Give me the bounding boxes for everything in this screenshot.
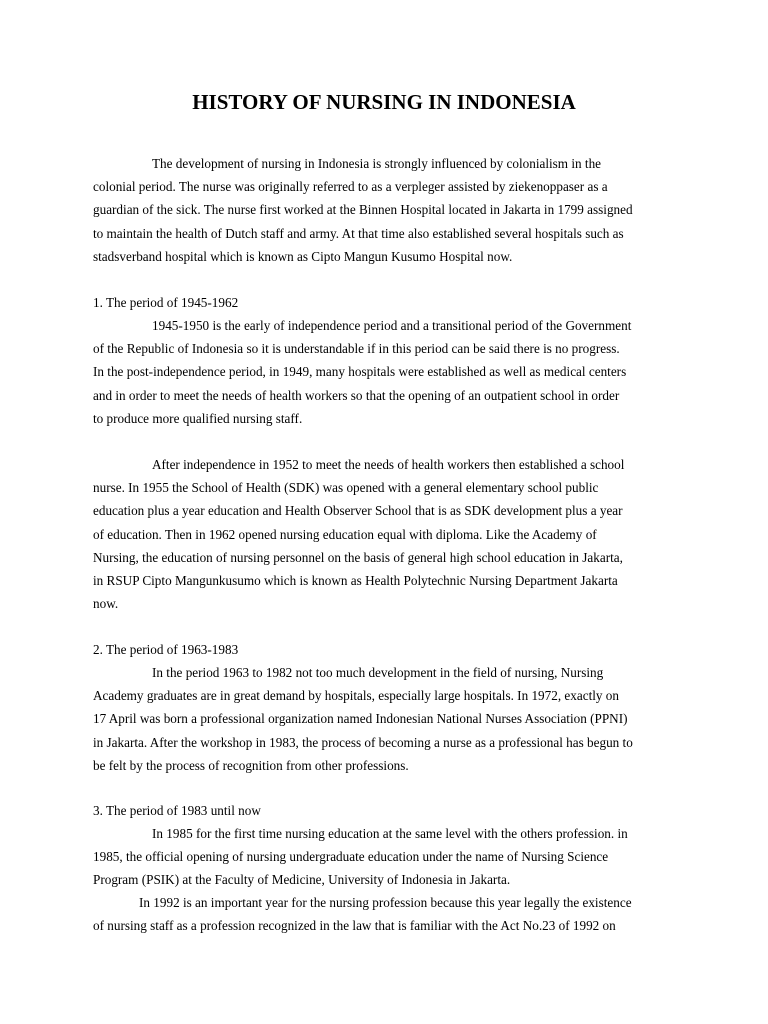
paragraph-line: In the post-independence period, in 1949, many hospitals were established as well as medical centers xyxy=(93,364,627,380)
paragraph-line: education plus a year education and Health Observer School that is as SDK development plus a year xyxy=(93,503,623,519)
paragraph-line: nurse. In 1955 the School of Health (SDK) was opened with a general elementary school public xyxy=(93,480,599,496)
paragraph-line: now. xyxy=(93,596,119,612)
section-3-heading: 3. The period of 1983 until now xyxy=(93,803,261,818)
paragraph-line: In 1992 is an important year for the nursing profession because this year legally the existence xyxy=(139,895,632,910)
paragraph-line: be felt by the process of recognition from other professions. xyxy=(93,757,409,773)
section-2-paragraph-1 xyxy=(93,661,683,777)
paragraph-line: After independence in 1952 to meet the needs of health workers then established a school xyxy=(152,457,625,472)
intro-line: to maintain the health of Dutch staff and army. At that time also established several hospitals such as xyxy=(93,225,624,241)
paragraph-line: in RSUP Cipto Mangunkusumo which is known as Health Polytechnic Nursing Department Jakarta xyxy=(93,573,618,589)
section-3-paragraph-1 xyxy=(93,822,683,892)
intro-paragraph xyxy=(93,152,683,268)
paragraph-line: of education. Then in 1962 opened nursing education equal with diploma. Like the Academy of xyxy=(93,526,597,542)
section-1-paragraph-1 xyxy=(93,314,683,430)
paragraph-line: Academy graduates are in great demand by hospitals, especially large hospitals. In 1972, exactly on xyxy=(93,688,619,704)
intro-line: guardian of the sick. The nurse first worked at the Binnen Hospital located in Jakarta in 1799 assigned xyxy=(93,202,633,218)
intro-line: colonial period. The nurse was originally referred to as a verpleger assisted by ziekenoppaser as a xyxy=(93,179,608,195)
section-3-paragraph-2 xyxy=(93,891,683,937)
section-1-heading: 1. The period of 1945-1962 xyxy=(93,295,239,310)
paragraph-line: 1985, the official opening of nursing undergraduate education under the name of Nursing Science xyxy=(93,849,609,865)
paragraph-line: to produce more qualified nursing staff. xyxy=(93,410,303,426)
section-1-paragraph-2 xyxy=(93,453,683,615)
intro-line: The development of nursing in Indonesia is strongly influenced by colonialism in the xyxy=(152,156,602,171)
paragraph-line: of nursing staff as a profession recognized in the law that is familiar with the Act No.23 of 1992 on xyxy=(93,918,616,934)
paragraph-line: of the Republic of Indonesia so it is understandable if in this period can be said there is no progress. xyxy=(93,341,620,357)
section-2-heading: 2. The period of 1963-1983 xyxy=(93,642,239,657)
paragraph-line: 17 April was born a professional organization named Indonesian National Nurses Association (PPNI) xyxy=(93,711,628,727)
document-title: HISTORY OF NURSING IN INDONESIA xyxy=(192,90,576,114)
paragraph-line: Nursing, the education of nursing personnel on the basis of general high school education in Jakarta, xyxy=(93,549,623,565)
intro-line: stadsverband hospital which is known as Cipto Mangun Kusumo Hospital now. xyxy=(93,248,513,264)
paragraph-line: Program (PSIK) at the Faculty of Medicine, University of Indonesia in Jakarta. xyxy=(93,872,511,888)
paragraph-line: 1945-1950 is the early of independence period and a transitional period of the Government xyxy=(152,318,632,333)
paragraph-line: In 1985 for the first time nursing education at the same level with the others profession. in xyxy=(152,826,628,841)
paragraph-line: In the period 1963 to 1982 not too much development in the field of nursing, Nursing xyxy=(152,665,604,680)
paragraph-line: in Jakarta. After the workshop in 1983, the process of becoming a nurse as a professional has begun to xyxy=(93,734,633,750)
paragraph-line: and in order to meet the needs of health workers so that the opening of an outpatient school in order xyxy=(93,387,620,403)
